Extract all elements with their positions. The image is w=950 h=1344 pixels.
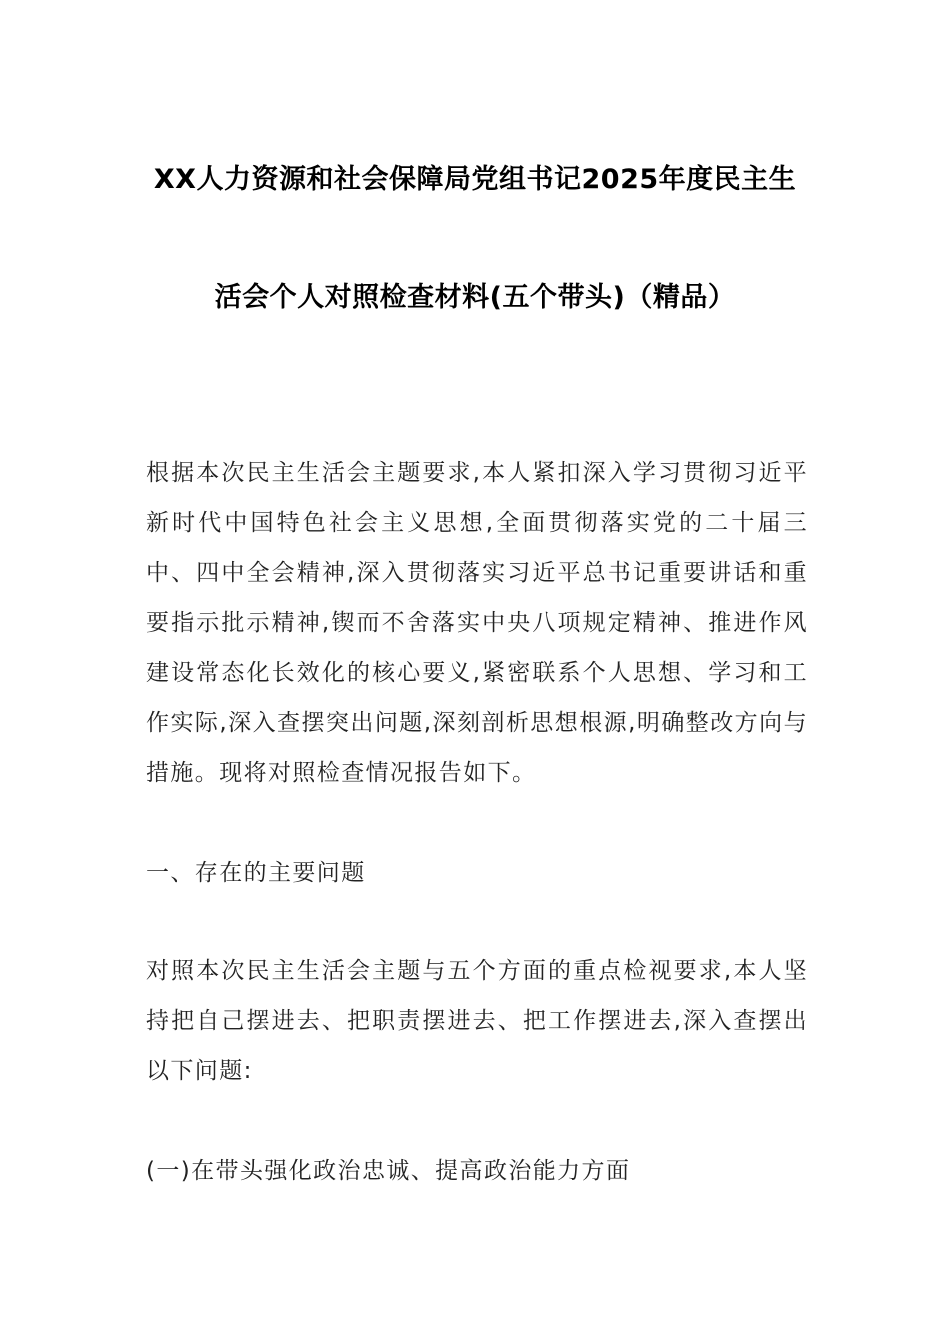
intro-paragraph: 根据本次民主生活会主题要求,本人紧扣深入学习贯彻习近平新时代中国特色社会主义思想,全面贯彻落实党的二十届三中、四中全会精神,深入贯彻落实习近平总书记重要讲话和重要指示批示精神,锲而不舍落实中央八项规定精神、推进作风建设常态化长效化的核心要义,紧密联系个人思想、学习和工作实际,深入查摆突出问题,深刻剖析思想根源,明确整改方向与措施。现将对照检查情况报告如下。 [146, 460, 808, 786]
document-title-line-2: 活会个人对照检查材料(五个带头)（精品） [214, 282, 736, 313]
subsection-heading-political-loyalty: (一)在带头强化政治忠诚、提高政治能力方面 [146, 1158, 631, 1184]
section-heading-main-problems: 一、存在的主要问题 [146, 860, 366, 886]
problems-intro-paragraph: 对照本次民主生活会主题与五个方面的重点检视要求,本人坚持把自己摆进去、把职责摆进去、把工作摆进去,深入查摆出以下问题: [146, 958, 808, 1084]
document-title-line-1: XX人力资源和社会保障局党组书记2025年度民主生 [153, 164, 797, 195]
